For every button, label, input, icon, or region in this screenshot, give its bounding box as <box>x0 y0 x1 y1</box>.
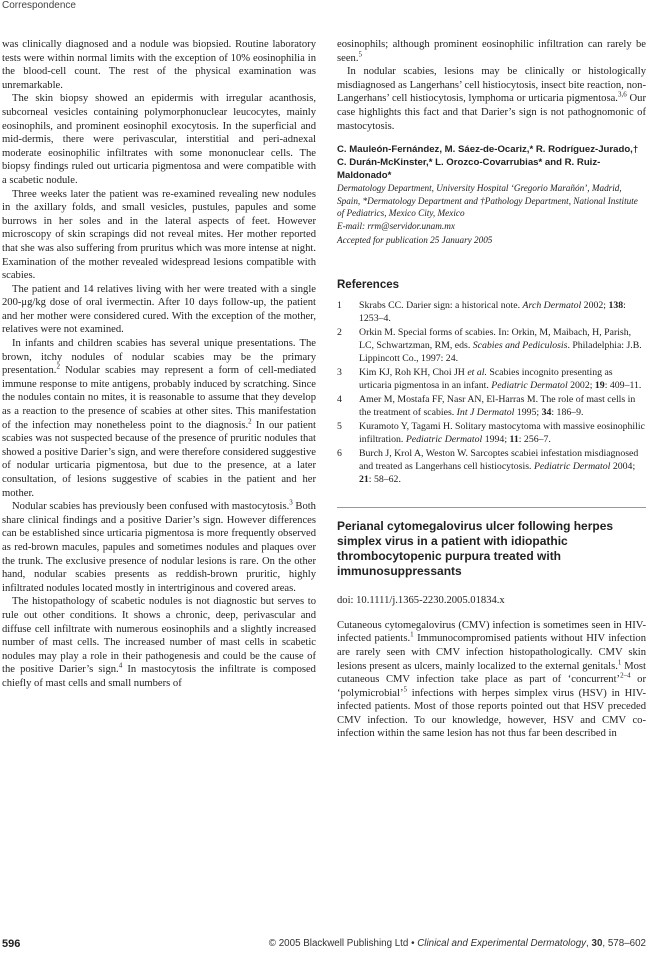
reference-item <box>337 366 646 392</box>
text-run: 1995; <box>514 407 542 419</box>
reference-item <box>337 420 646 446</box>
authors: C. Mauleón-Fernández, M. Sáez-de-Ocariz,* R. Rodríguez-Jurado,† C. Durán-McKinster,* L. Orozco-Covarrubias* and R. Ruiz-Maldonado* <box>337 144 639 182</box>
bold-text: 34 <box>541 407 552 419</box>
reference-item <box>337 393 646 419</box>
paragraph <box>2 38 316 92</box>
section-divider <box>337 507 646 508</box>
text-run: In our patient scabies was not suspected because of the presence of pruritic nodules that showed a positive Darier’s sign, and were therefore considered suggestive of nodular urticaria pigmentosa, but due to the presence, at a later consultation, of lesions suggestive of scabies in the patient and her mother. <box>2 419 316 499</box>
right-column <box>337 38 646 741</box>
running-head: Correspondence <box>2 0 76 11</box>
text-run: Both share clinical findings and a positive Darier’s sign. However differences can be established since urticaria pigmentosa is more frequently observed as red-brown macules, papules and sometimes nodules and plaques over the trunk. The exclusive presence of nodular lesions is rare. On the other hand, nodular scabies presents as reddish-brown pruritic, highly infiltrated nodules located mostly in intertriginous and covered areas. <box>2 501 316 594</box>
volume: 30 <box>591 938 603 949</box>
citation-superscript: 4 <box>118 661 123 670</box>
text-run: eosinophils; although prominent eosinophilic infiltration can rarely be seen. <box>337 39 646 64</box>
text-run: The histopathology of scabetic nodules is not diagnostic but serves to rule out other conditions. It shows a chronic, deep, perivascular and diffuse cell infiltrate with numerous eosinophils and a slightly increased number of mast cells. The increased number of mast cells in scabetic nodules may play a role in their pathogenesis and could be the cause of the positive Darier’s sign. <box>2 596 316 676</box>
text-run: Nodular scabies has previously been confused with mastocytosis. <box>12 501 290 513</box>
text-run: In infants and children scabies has several unique presentations. The brown, itchy nodules of nodular scabies may be the primary presentation. <box>2 338 316 377</box>
reference-number: 4 <box>337 394 342 406</box>
footer-citation <box>269 938 646 949</box>
citation-superscript: 3 <box>289 498 293 507</box>
page-number: 596 <box>2 938 21 950</box>
email: E-mail: rrm@servidor.unam.mx <box>337 220 455 231</box>
text-run: was clinically diagnosed and a nodule was biopsied. Routine laboratory tests were within normal limits with the exception of 10% eosinophilia in the blood-cell count. The rest of the physical examination was unremarkable. <box>2 39 316 91</box>
italic-text: et al. <box>467 367 487 379</box>
references-list <box>337 299 646 486</box>
text-run: Skrabs CC. Darier sign: a historical note. <box>359 300 523 312</box>
citation-superscript: 3,6 <box>617 90 627 99</box>
text-run: Cutaneous cytomegalovirus (CMV) infection is sometimes seen in HIV-infected patients. <box>337 619 646 645</box>
reference-item <box>337 326 646 365</box>
doi-link[interactable]: doi: 10.1111/j.1365-2230.2005.01834.x <box>337 595 505 607</box>
italic-text: Pediatric Dermatol <box>405 434 483 446</box>
text-run: Most cutaneous CMV infection take place as part of ‘concurrent’ <box>337 660 646 686</box>
paragraph <box>337 619 646 741</box>
text-run: : 1253–4. <box>359 300 626 325</box>
italic-text: Pediatric Dermatol <box>533 461 611 473</box>
text-run: Scabies incognito presenting as urticaria pigmentosa in an infant. <box>359 367 613 392</box>
paragraph <box>337 65 646 133</box>
text-run: Amer M, Mostafa FF, Nasr AN, El-Harras M. The role of mast cells in the treatment of scabies. <box>359 394 636 419</box>
text-run: Our case highlights this fact and that Darier’s sign is not pathognomonic of mastocytosis. <box>337 93 646 132</box>
text-run: or ‘polymicrobial’ <box>337 674 646 699</box>
accepted-date: Accepted for publication 25 January 2005 <box>337 234 493 245</box>
text-run: Three weeks later the patient was re-examined revealing new nodules in the axillary folds, and small vesicles, pustules, papules and some burrows in her soles and in the lateral aspects of feet. However microscopy of skin scrapings did not reveal mites. Her mother reported that she was also suffering from pruritus which was more intense at night. Examination of the mother revealed widespread lesions compatible with scabies. <box>2 188 316 282</box>
citation-superscript: 1 <box>617 657 622 666</box>
citation-superscript: 1 <box>410 630 414 639</box>
text-run: : 409–11. <box>604 380 642 392</box>
continued-body <box>337 38 646 133</box>
reference-number: 6 <box>337 448 342 460</box>
paragraph <box>2 92 316 187</box>
footer-bullet: • <box>408 938 418 949</box>
journal-name: Clinical and Experimental Dermatology <box>417 938 587 949</box>
reference-number: 3 <box>337 367 342 379</box>
text-run: : 186–9. <box>551 407 584 419</box>
italic-text: Arch Dermatol <box>522 300 582 312</box>
bold-text: 11 <box>509 434 519 446</box>
paragraph <box>2 500 316 595</box>
text-run: . Philadelphia: J.B. Lippincott Co., 1997: 24. <box>359 340 642 365</box>
text-run: 1994; <box>482 434 510 446</box>
article-body <box>337 619 646 741</box>
paragraph <box>2 188 316 283</box>
footer-sep: , <box>586 938 592 949</box>
text-run: Kuramoto Y, Tagami H. Solitary mastocytoma with massive eosinophilic infiltration. <box>359 421 645 446</box>
citation-superscript: 5 <box>403 685 407 694</box>
bold-text: 138 <box>608 300 624 312</box>
text-run: : 58–62. <box>368 474 401 486</box>
paragraph <box>2 337 316 500</box>
article-title: Perianal cytomegalovirus ulcer following herpes simplex virus in a patient with idiopathic thrombocytopenic purpura treated with immunosuppressants <box>337 519 614 579</box>
text-run: The skin biopsy showed an epidermis with irregular acanthosis, subcorneal vesicles containing polymorphonuclear leucocytes, mainly eosinophils, and prominent eosinophil exocytosis. In the superficial and mid-dermis, there were perivascular, interstitial and peri-adnexal moderate eosinophilic infiltrates with some mononuclear cells. The biopsy findings ruled out urticaria pigmentosa and were compatible with a scabetic nodule. <box>2 93 316 186</box>
text-run: Kim KJ, Roh KH, Choi JH <box>359 367 468 379</box>
italic-text: Int J Dermatol <box>456 407 515 419</box>
text-run: : 256–7. <box>518 434 551 446</box>
text-run: 2004; <box>610 461 636 473</box>
reference-number: 5 <box>337 421 342 433</box>
text-run: Orkin M. Special forms of scabies. In: Orkin, M, Maibach, H, Parish, LC, Schwartzman, RM, eds. <box>359 327 632 352</box>
reference-number: 2 <box>337 327 342 339</box>
affiliation: Dermatology Department, University Hospital ‘Gregorio Marañón’, Madrid, Spain, *Dermatology Department and †Pathology Department, National Institute of Pediatrics, Mexico City, Mexico <box>337 183 638 219</box>
reference-number: 1 <box>337 300 342 312</box>
text-run: In nodular scabies, lesions may be clinically or histologically misdiagnosed as Langerhans’ cell histiocytosis, insect bite reaction, non-Langerhans’ cell histiocytosis, lymphoma or urticaria pigmentosa. <box>337 66 646 105</box>
text-run: In mastocytosis the infiltrate is composed chiefly of mast cells and small numbers of <box>2 664 316 689</box>
paragraph <box>337 38 646 65</box>
references-heading: References <box>337 279 400 292</box>
italic-text: Pediatric Dermatol <box>491 380 568 392</box>
bold-text: 21 <box>359 474 369 486</box>
left-column <box>2 38 316 691</box>
citation-superscript: 2 <box>56 362 60 371</box>
copyright: © 2005 Blackwell Publishing Ltd <box>268 938 409 949</box>
reference-item <box>337 447 646 486</box>
bold-text: 19 <box>594 380 605 392</box>
text-run: 2002; <box>581 300 609 312</box>
reference-item <box>337 299 646 325</box>
citation-superscript: 2–4 <box>620 671 631 680</box>
italic-text: Scabies and Pediculosis <box>472 340 568 352</box>
paragraph <box>2 595 316 690</box>
citation-superscript: 5 <box>358 50 362 59</box>
citation-superscript: 2 <box>248 417 252 426</box>
page-range: , 578–602 <box>602 938 646 949</box>
text-run: Burch J, Krol A, Weston W. Sarcoptes scabiei infestation misdiagnosed and treated as Langerhans cell histiocytosis. <box>359 448 639 473</box>
text-run: Nodular scabies may represent a form of cell-mediated immune response to mite antigens, probably induced by scratching. Since the nodules contain no mites, it is reasonable to assume that they develop as a reaction to the presence of scabies at other sites. This manifestation of the infection may nonetheless point to the diagnosis. <box>2 365 316 431</box>
text-run: The patient and 14 relatives living with her were treated with a single 200-μg/kg dose of oral ivermectin. After 10 days follow-up, the patient and her mother were considered cured. With the exception of the mother, relatives were not examined. <box>2 283 316 336</box>
paragraph <box>2 283 316 337</box>
text-run: infections with herpes simplex virus (HSV) in HIV-infected patients. Most of those reports pointed out that HSV preceded CMV infection. To our knowledge, however, HSV and CMV co-infection within the same lesion has not thus far been described in <box>337 687 646 740</box>
text-run: Immunocompromised patients without HIV infection are rarely seen with CMV infection histopathologically. CMV skin lesions present as ulcers, mainly localized to the external genitals. <box>337 633 646 672</box>
text-run: 2002; <box>567 380 595 392</box>
